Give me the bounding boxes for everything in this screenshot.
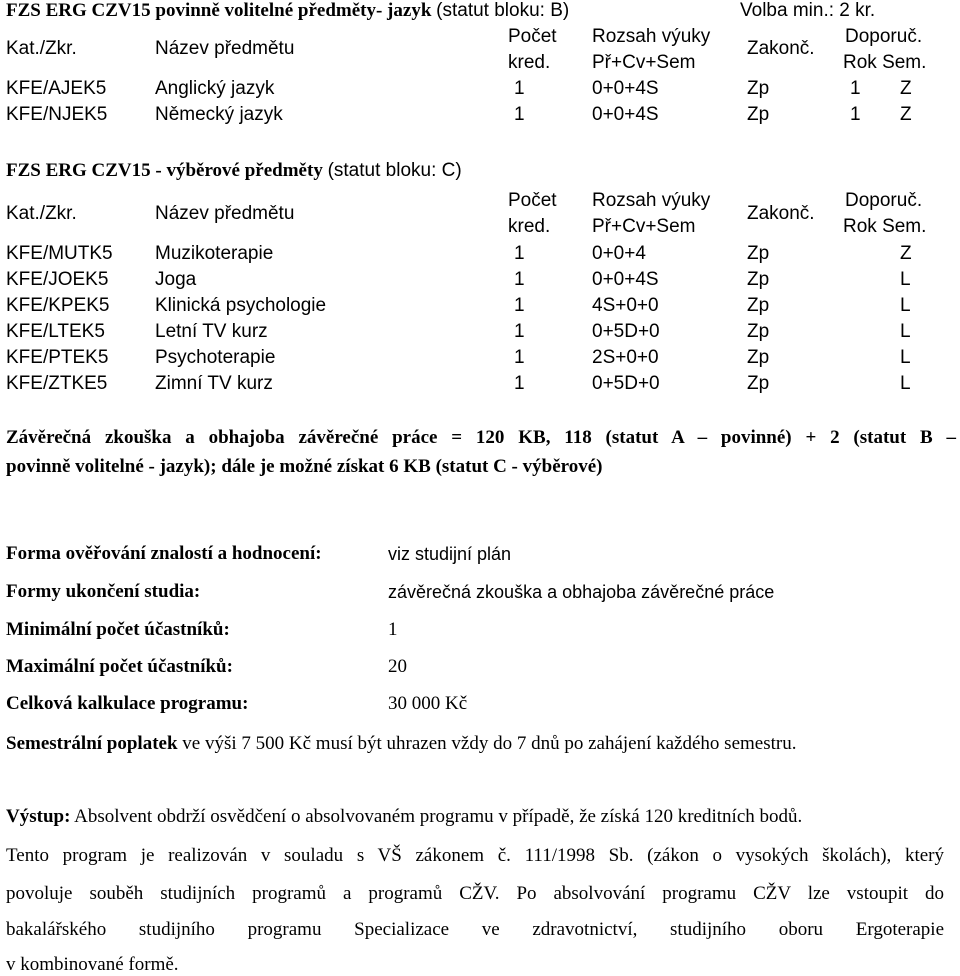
header-completion: Zakonč.: [747, 203, 815, 224]
section-c-title-status: (statut bloku: C): [327, 160, 462, 181]
row-scope: 0+0+4S: [592, 78, 659, 99]
row-sem: L: [900, 373, 911, 394]
row-code: KFE/ZTKE5: [6, 373, 108, 394]
row-completion: Zp: [747, 269, 770, 290]
row-code: KFE/PTEK5: [6, 347, 109, 368]
section-b-min-credits: Volba min.: 2 kr.: [740, 0, 876, 21]
row-sem: L: [900, 321, 911, 342]
header-completion: Zakonč.: [747, 38, 815, 59]
info-label: Maximální počet účastníků:: [6, 656, 233, 677]
row-sem: L: [900, 269, 911, 290]
row-completion: Zp: [747, 78, 770, 99]
info-value: 20: [388, 656, 407, 677]
row-name: Muzikoterapie: [155, 243, 274, 264]
fee-text: ve výši 7 500 Kč musí být uhrazen vždy do 7 dnů po zahájení každého semestru.: [182, 733, 797, 754]
row-sem: L: [900, 295, 911, 316]
row-sem: Z: [900, 78, 912, 99]
header-credits-1: Počet: [508, 190, 557, 211]
header-credits-2: kred.: [508, 216, 551, 237]
row-credits: 1: [514, 78, 525, 99]
info-label: Formy ukončení studia:: [6, 581, 201, 602]
fee-paragraph: [6, 733, 796, 755]
row-name: Zimní TV kurz: [155, 373, 273, 394]
header-credits-1: Počet: [508, 26, 557, 47]
row-year: 1: [850, 104, 861, 125]
row-name: Německý jazyk: [155, 104, 283, 125]
row-credits: 1: [514, 295, 525, 316]
fee-label: Semestrální poplatek: [6, 733, 178, 754]
info-value: 30 000 Kč: [388, 693, 468, 714]
row-sem: Z: [900, 104, 912, 125]
info-value: viz studijní plán: [388, 544, 512, 564]
row-name: Joga: [155, 269, 197, 290]
info-value: závěrečná zkouška a obhajoba závěrečné práce: [388, 582, 775, 602]
row-scope: 0+0+4S: [592, 269, 659, 290]
row-completion: Zp: [747, 104, 770, 125]
row-credits: 1: [514, 243, 525, 264]
output-line-5: v kombinované formě.: [6, 954, 179, 975]
output-line-2: Tento program je realizován v souladu s VŠ zákonem č. 111/1998 Sb. (zákon o vysokých školách), který: [6, 845, 944, 866]
row-code: KFE/LTEK5: [6, 321, 105, 342]
header-code: Kat./Zkr.: [6, 203, 77, 224]
output-label: Výstup:: [6, 806, 71, 827]
header-recommended-2: Rok Sem.: [843, 216, 927, 237]
info-label: Minimální počet účastníků:: [6, 619, 230, 640]
output-line-4: bakalářského studijního programu Specializace ve zdravotnictví, studijního oboru Ergoterapie: [6, 919, 944, 940]
output-line-1: [6, 806, 802, 828]
row-credits: 1: [514, 373, 525, 394]
header-scope-1: Rozsah výuky: [592, 190, 711, 211]
section-c-title: [6, 160, 462, 182]
header-scope-1: Rozsah výuky: [592, 26, 711, 47]
info-value: 1: [388, 619, 398, 640]
row-year: 1: [850, 78, 861, 99]
row-completion: Zp: [747, 347, 770, 368]
row-code: KFE/MUTK5: [6, 243, 113, 264]
header-scope-2: Př+Cv+Sem: [592, 52, 696, 73]
row-credits: 1: [514, 104, 525, 125]
row-scope: 4S+0+0: [592, 295, 659, 316]
row-name: Letní TV kurz: [155, 321, 268, 342]
row-code: KFE/KPEK5: [6, 295, 110, 316]
row-code: KFE/NJEK5: [6, 104, 108, 125]
row-completion: Zp: [747, 243, 770, 264]
row-name: Klinická psychologie: [155, 295, 327, 316]
info-label: Forma ověřování znalostí a hodnocení:: [6, 543, 322, 564]
row-code: KFE/AJEK5: [6, 78, 107, 99]
header-scope-2: Př+Cv+Sem: [592, 216, 696, 237]
row-code: KFE/JOEK5: [6, 269, 109, 290]
header-name: Název předmětu: [155, 38, 295, 59]
row-scope: 2S+0+0: [592, 347, 659, 368]
row-completion: Zp: [747, 321, 770, 342]
header-code: Kat./Zkr.: [6, 38, 77, 59]
row-sem: L: [900, 347, 911, 368]
section-b-title-bold: FZS ERG CZV15 povinně volitelné předměty- jazyk: [6, 0, 432, 21]
section-b-title: [6, 0, 569, 22]
row-credits: 1: [514, 269, 525, 290]
row-scope: 0+5D+0: [592, 321, 660, 342]
header-name: Název předmětu: [155, 203, 295, 224]
final-exam-line-1: Závěrečná zkouška a obhajoba závěrečné práce = 120 KB, 118 (statut A – povinné) + 2 (statut B –: [6, 427, 956, 448]
section-b-title-status: (statut bloku: B): [436, 0, 570, 21]
info-label: Celková kalkulace programu:: [6, 693, 249, 714]
row-name: Psychoterapie: [155, 347, 276, 368]
header-recommended-2: Rok Sem.: [843, 52, 927, 73]
header-credits-2: kred.: [508, 52, 551, 73]
row-name: Anglický jazyk: [155, 78, 275, 99]
final-exam-line-2: povinně volitelné - jazyk); dále je možné získat 6 KB (statut C - výběrové): [6, 456, 603, 477]
row-completion: Zp: [747, 373, 770, 394]
row-credits: 1: [514, 347, 525, 368]
output-line-3: povoluje souběh studijních programů a programů CŽV. Po absolvování programu CŽV lze vstoupit do: [6, 883, 944, 904]
row-credits: 1: [514, 321, 525, 342]
row-scope: 0+0+4S: [592, 104, 659, 125]
row-completion: Zp: [747, 295, 770, 316]
header-recommended-1: Doporuč.: [845, 26, 923, 47]
output-text-1: Absolvent obdrží osvědčení o absolvovaném programu v případě, že získá 120 kreditních bodů.: [74, 806, 803, 827]
header-recommended-1: Doporuč.: [845, 190, 923, 211]
row-scope: 0+0+4: [592, 243, 646, 264]
row-scope: 0+5D+0: [592, 373, 660, 394]
row-sem: Z: [900, 243, 912, 264]
section-c-title-bold: FZS ERG CZV15 - výběrové předměty: [6, 160, 323, 181]
